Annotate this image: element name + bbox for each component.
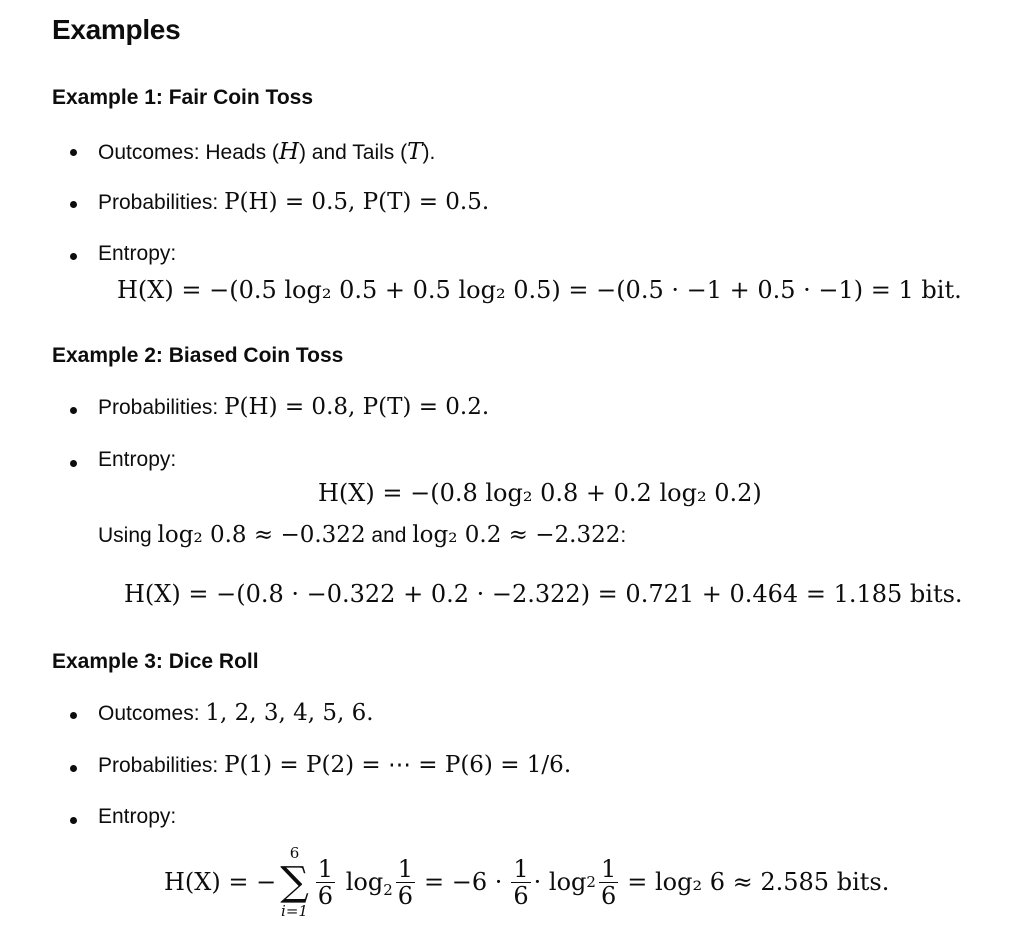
frac-numerator: 1 [397, 854, 414, 883]
ex3-outcomes-math: 1, 2, 3, 4, 5, 6. [205, 700, 374, 726]
ex3-eq-rhs: = log₂ 6 ≈ 2.585 bits. [627, 868, 890, 896]
fraction-one-sixth [599, 856, 618, 909]
ex2-using-log08: log₂ 0.8 ≈ −0.322 [157, 522, 366, 548]
frac-denominator: 6 [513, 881, 529, 910]
fraction-one-sixth [396, 856, 415, 909]
ex2-probabilities-label: Probabilities: [98, 396, 225, 419]
ex2-probabilities-math: P(H) = 0.8, P(T) = 0.2. [224, 394, 490, 420]
ex2-probabilities [98, 394, 489, 420]
frac-numerator: 1 [600, 854, 617, 883]
ex2-using-post: : [620, 524, 627, 547]
bullet-icon [70, 149, 77, 156]
ex3-entropy-label: Entropy: [98, 805, 177, 828]
ex3-probabilities-label: Probabilities: [98, 754, 225, 777]
ex3-eq-mid2: · log [533, 868, 587, 896]
ex3-entropy-equation: H(X) = − 6 ∑ i=1 $\frac{1}{6}$ $\log_2$ $\frac{1}{6}$ = −6 · $\frac{1}{6}$ · log 2 $\frac{1}{6}$ = log₂ 6 ≈ 2.585 bits. [164, 844, 890, 920]
ex2-using-log02: log₂ 0.2 ≈ −2.322 [412, 522, 621, 548]
bullet-icon [70, 712, 77, 719]
ex1-outcomes-mid: ) and Tails ( [298, 141, 408, 164]
ex1-entropy-equation: H(X) = −(0.5 log₂ 0.5 + 0.5 log₂ 0.5) = −(0.5 · −1 + 0.5 · −1) = 1 bit. [117, 276, 962, 304]
bullet-icon [70, 817, 77, 824]
fraction-one-sixth [511, 856, 530, 909]
bullet-icon [70, 253, 77, 260]
ex1-outcomes-t: T [407, 139, 423, 165]
bullet-icon [70, 460, 77, 467]
example-3-heading: Example 3: Dice Roll [52, 650, 259, 673]
ex2-entropy-label: Entropy: [98, 448, 177, 471]
ex2-entropy-equation: H(X) = −(0.8 log₂ 0.8 + 0.2 log₂ 0.2) [318, 479, 762, 507]
bullet-icon [70, 765, 77, 772]
ex1-outcomes-h: H [278, 139, 299, 165]
sum-lower-limit: i=1 [281, 902, 308, 920]
ex1-probabilities-math: P(H) = 0.5, P(T) = 0.5. [224, 189, 490, 215]
ex1-entropy-label: Entropy: [98, 242, 177, 265]
summation-symbol: 6 ∑ i=1 [280, 844, 309, 920]
ex1-outcomes-end: ). [422, 141, 436, 164]
ex3-outcomes-label: Outcomes: [98, 702, 206, 725]
ex2-result-equation: H(X) = −(0.8 · −0.322 + 0.2 · −2.322) = 0.721 + 0.464 = 1.185 bits. [124, 580, 963, 608]
ex2-using-pre: Using [98, 524, 158, 547]
example-1-heading: Example 1: Fair Coin Toss [52, 86, 314, 109]
page-title: Examples [52, 14, 181, 45]
example-2-heading: Example 2: Biased Coin Toss [52, 344, 344, 367]
frac-denominator: 6 [317, 881, 334, 910]
ex3-eq-mid1: = −6 · [424, 868, 503, 896]
ex2-using-line [98, 522, 626, 548]
frac-denominator: 6 [397, 881, 414, 910]
ex3-probabilities [98, 752, 571, 778]
ex1-outcomes-label: Outcomes: Heads ( [98, 141, 279, 164]
ex2-using-and: and [365, 524, 413, 547]
ex1-outcomes [98, 139, 435, 165]
ex1-probabilities [98, 189, 489, 215]
frac-numerator: 1 [513, 854, 529, 883]
ex3-outcomes [98, 700, 374, 726]
ex1-probabilities-label: Probabilities: [98, 191, 225, 214]
fraction-one-sixth [316, 856, 335, 909]
sum-upper-limit: 6 [289, 844, 300, 862]
frac-denominator: 6 [600, 881, 617, 910]
ex3-probabilities-math: P(1) = P(2) = ⋯ = P(6) = 1/6. [224, 752, 572, 778]
log2-term: $\log_2$ [338, 868, 393, 899]
ex3-eq-lhs: H(X) = − [164, 868, 277, 896]
bullet-icon [70, 201, 77, 208]
bullet-icon [70, 407, 77, 414]
frac-numerator: 1 [317, 854, 334, 883]
